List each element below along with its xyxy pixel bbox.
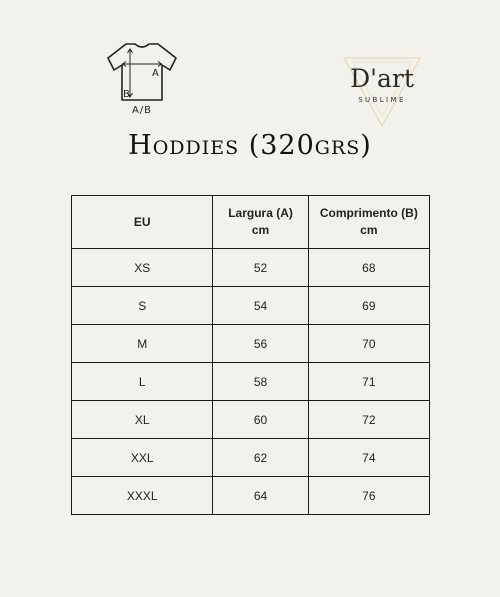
- cell-length: 70: [308, 325, 429, 363]
- table-row: [72, 249, 430, 287]
- cell-length: 76: [308, 477, 429, 515]
- table-row: [72, 325, 430, 363]
- cell-width: 54: [213, 287, 308, 325]
- label-b: B: [123, 89, 130, 100]
- cell-width: 56: [213, 325, 308, 363]
- cell-width: 52: [213, 249, 308, 287]
- header-width: Largura (A) cm: [213, 196, 308, 249]
- header-length: Comprimento (B) cm: [308, 196, 429, 249]
- cell-length: 68: [308, 249, 429, 287]
- tshirt-measurement-diagram: [104, 40, 180, 118]
- table-row: [72, 287, 430, 325]
- logo-tagline: SUBLIME: [358, 96, 406, 104]
- cell-size: M: [72, 325, 213, 363]
- cell-size: XXL: [72, 439, 213, 477]
- cell-size: L: [72, 363, 213, 401]
- size-chart-table: [71, 195, 430, 515]
- tshirt-icon: [104, 40, 180, 118]
- brand-logo: [340, 54, 424, 132]
- label-a: A: [152, 68, 159, 79]
- table-row: [72, 363, 430, 401]
- cell-width: 64: [213, 477, 308, 515]
- logo-wordmark: D'art: [350, 64, 414, 93]
- cell-size: S: [72, 287, 213, 325]
- cell-width: 60: [213, 401, 308, 439]
- cell-size: XS: [72, 249, 213, 287]
- cell-size: XXXL: [72, 477, 213, 515]
- cell-length: 72: [308, 401, 429, 439]
- cell-length: 69: [308, 287, 429, 325]
- table-row: [72, 401, 430, 439]
- header-eu: EU: [72, 196, 213, 249]
- cell-width: 58: [213, 363, 308, 401]
- cell-size: XL: [72, 401, 213, 439]
- cell-length: 74: [308, 439, 429, 477]
- table-header-row: [72, 196, 430, 249]
- cell-width: 62: [213, 439, 308, 477]
- table-row: [72, 477, 430, 515]
- table-row: [72, 439, 430, 477]
- page-title: Hoddies (320grs): [128, 130, 372, 161]
- diagram-caption: A/B: [131, 105, 153, 116]
- cell-length: 71: [308, 363, 429, 401]
